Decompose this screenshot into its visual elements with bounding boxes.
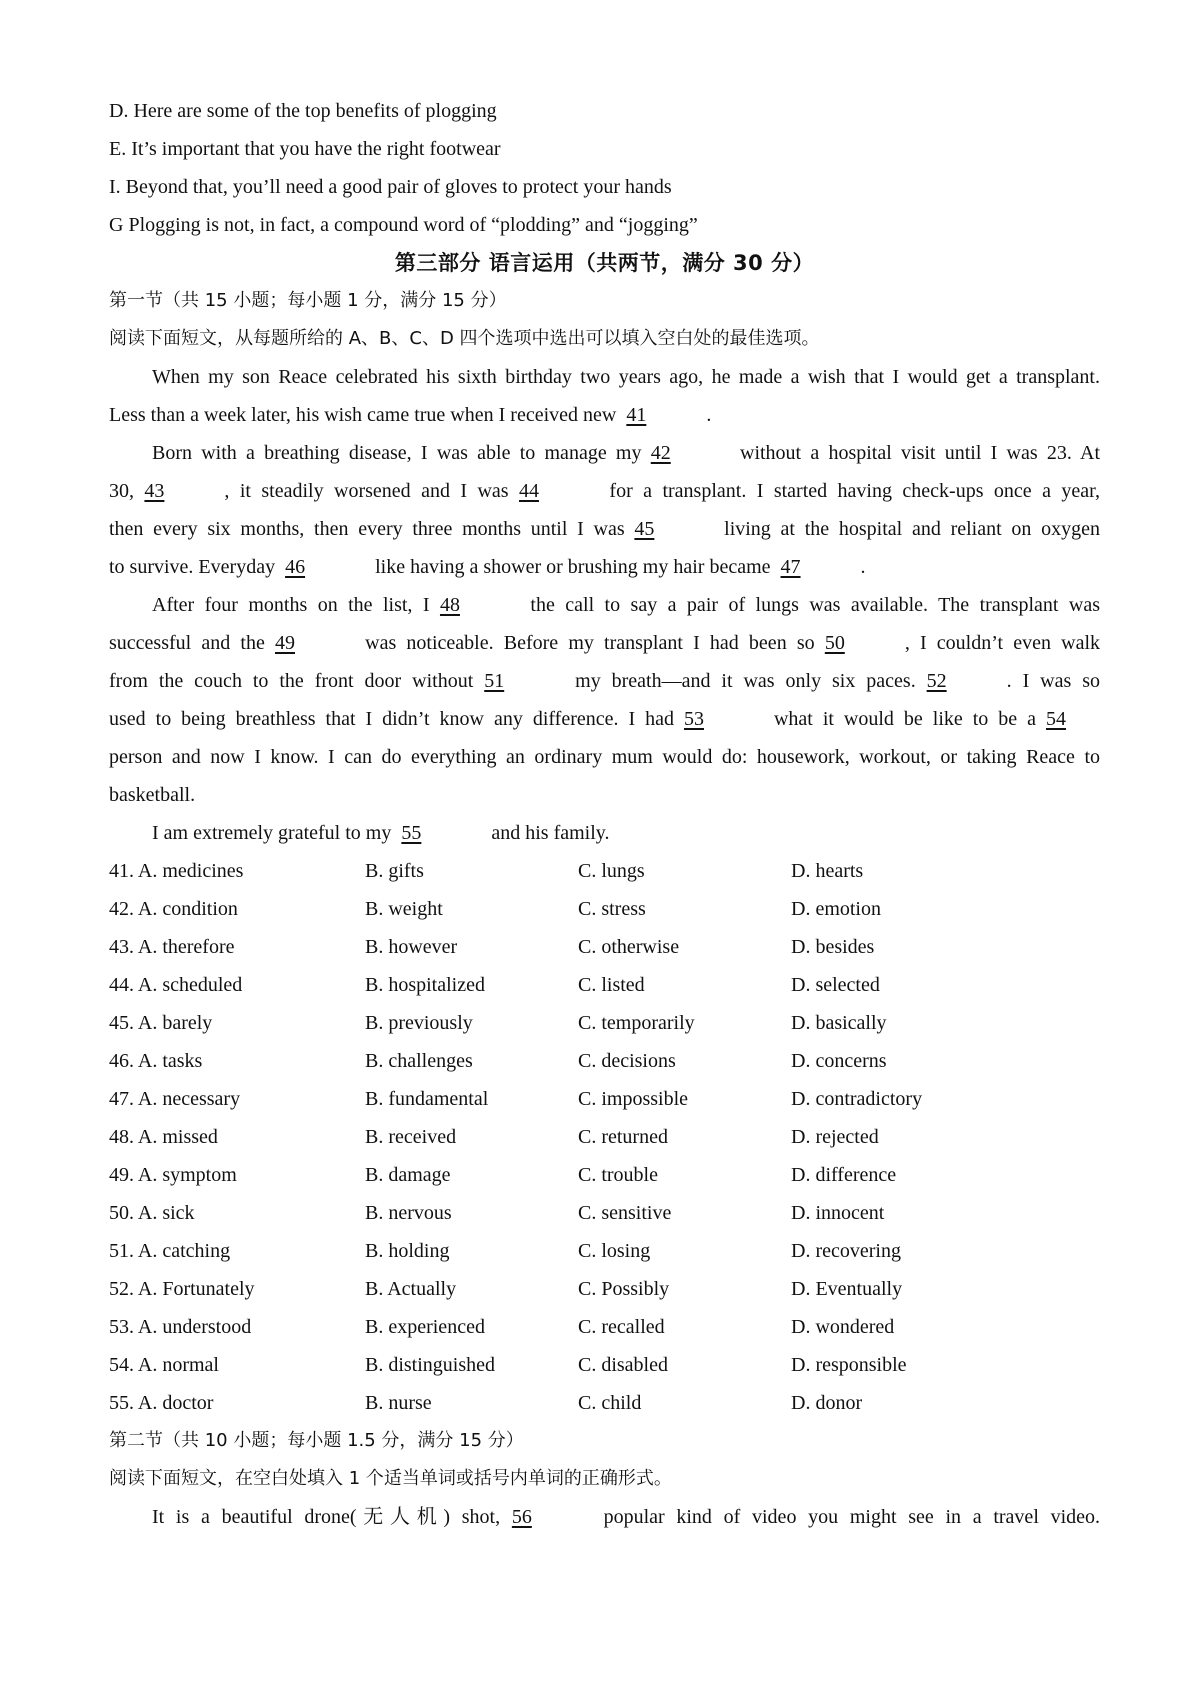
blank-47: 47 — [780, 556, 801, 578]
passage-line — [109, 814, 1100, 852]
option-b: B. nervous — [365, 1202, 452, 1224]
passage-line — [109, 700, 1100, 738]
blank-49: 49 — [275, 632, 295, 654]
option-a: 47. A. necessary — [109, 1088, 241, 1110]
passage-text: my breath—and it was only six paces. — [575, 670, 916, 692]
passage-text: successful and the — [109, 632, 265, 654]
question-options-row — [109, 1194, 1100, 1232]
passage-text: the call to say a pair of lungs was available. The transplant was — [530, 594, 1101, 616]
passage-text: what it would be like to be a — [773, 708, 1037, 730]
passage-text: , it steadily worsened and I was — [224, 480, 509, 502]
option-d: D. innocent — [791, 1202, 885, 1224]
option-d: D. Eventually — [791, 1278, 903, 1300]
question-options-row — [109, 1384, 1100, 1422]
passage-line: When my son Reace celebrated his sixth birthday two years ago, he made a wish that I would get a transplant. — [152, 366, 1100, 388]
passage-text: Born with a breathing disease, I was able to manage my — [152, 442, 642, 464]
blank-46: 46 — [285, 556, 306, 578]
passage-text: to survive. Everyday — [109, 556, 276, 578]
option-b: B. previously — [365, 1012, 473, 1034]
option-d: D. emotion — [791, 898, 881, 920]
option-e-line: E. It’s important that you have the right footwear — [109, 138, 501, 160]
option-c: C. losing — [578, 1240, 651, 1262]
option-b: B. challenges — [365, 1050, 473, 1072]
passage-text: and his family. — [491, 822, 610, 844]
option-d: D. donor — [791, 1392, 863, 1414]
question-options-row — [109, 1346, 1100, 1384]
blank-53: 53 — [684, 708, 704, 730]
part3-title: 第三部分 语言运用（共两节，满分 30 分） — [394, 251, 815, 275]
blank-44: 44 — [518, 480, 539, 502]
passage-line — [109, 548, 1100, 586]
blank-43: 43 — [144, 480, 165, 502]
answer-options-table — [109, 852, 1100, 1422]
option-c: C. disabled — [578, 1354, 668, 1376]
passage-text: was noticeable. Before my transplant I had been so — [365, 632, 815, 654]
option-b: B. received — [365, 1126, 457, 1148]
option-d: D. contradictory — [791, 1088, 923, 1110]
question-options-row — [109, 1232, 1100, 1270]
option-b: B. gifts — [365, 860, 424, 882]
option-a: 53. A. understood — [109, 1316, 252, 1338]
option-d: D. difference — [791, 1164, 897, 1186]
option-b: B. Actually — [365, 1278, 457, 1300]
option-c: C. recalled — [578, 1316, 665, 1338]
passage-text: without a hospital visit until I was 23. At — [740, 442, 1101, 464]
option-a: 44. A. scheduled — [109, 974, 243, 996]
question-options-row — [109, 1080, 1100, 1118]
passage-text: I am extremely grateful to my — [152, 822, 392, 844]
option-c: C. decisions — [578, 1050, 676, 1072]
option-a: 46. A. tasks — [109, 1050, 203, 1072]
passage-text: After four months on the list, I — [152, 594, 430, 616]
passage-text: then every six months, then every three months until I was — [109, 518, 625, 540]
option-b: B. holding — [365, 1240, 450, 1262]
option-a: 52. A. Fortunately — [109, 1278, 255, 1300]
option-c: C. listed — [578, 974, 645, 996]
option-c: C. child — [578, 1392, 642, 1414]
option-b: B. distinguished — [365, 1354, 496, 1376]
option-c: C. returned — [578, 1126, 668, 1148]
blank-51: 51 — [484, 670, 505, 692]
passage-line — [109, 1498, 1100, 1536]
option-d: D. besides — [791, 936, 875, 958]
passage-line — [109, 586, 1100, 624]
passage-line: person and now I know. I can do everything an ordinary mum would do: housework, workout, or taking Reace to — [109, 746, 1100, 768]
option-d: D. basically — [791, 1012, 887, 1034]
option-d: D. hearts — [791, 860, 864, 882]
option-d: D. recovering — [791, 1240, 901, 1262]
blank-54: 54 — [1046, 708, 1067, 730]
option-d: D. concerns — [791, 1050, 887, 1072]
top-options-list — [109, 92, 1100, 244]
section1-header: 第一节（共 15 小题；每小题 1 分，满分 15 分） — [109, 290, 507, 311]
passage-text: living at the hospital and reliant on oxygen — [724, 518, 1101, 540]
option-a: 51. A. catching — [109, 1240, 231, 1262]
question-options-row — [109, 852, 1100, 890]
option-a: 42. A. condition — [109, 898, 238, 920]
option-c: C. stress — [578, 898, 646, 920]
option-i-line: I. Beyond that, you’ll need a good pair of gloves to protect your hands — [109, 176, 672, 198]
passage-text: for a transplant. I started having check-ups once a year, — [609, 480, 1100, 502]
passage-text: 30, — [109, 480, 134, 502]
option-a: 50. A. sick — [109, 1202, 195, 1224]
question-options-row — [109, 1042, 1100, 1080]
option-d: D. responsible — [791, 1354, 907, 1376]
option-a: 55. A. doctor — [109, 1392, 214, 1414]
passage-text: . — [706, 404, 712, 426]
passage-text: like having a shower or brushing my hair became — [375, 556, 771, 578]
option-d-line: D. Here are some of the top benefits of plogging — [109, 100, 497, 122]
option-b: B. damage — [365, 1164, 451, 1186]
section2-instruction: 阅读下面短文，在空白处填入 1 个适当单词或括号内单词的正确形式。 — [109, 1468, 672, 1489]
option-c: C. trouble — [578, 1164, 658, 1186]
option-b: B. nurse — [365, 1392, 432, 1414]
option-c: C. otherwise — [578, 936, 680, 958]
passage-text: used to being breathless that I didn’t know any difference. I had — [109, 708, 675, 730]
option-d: D. rejected — [791, 1126, 879, 1148]
option-d: D. wondered — [791, 1316, 895, 1338]
passage-text: , I couldn’t even walk — [904, 632, 1101, 654]
option-c: C. sensitive — [578, 1202, 672, 1224]
passage-line — [109, 662, 1100, 700]
passage-line: basketball. — [109, 784, 196, 806]
passage-line — [109, 510, 1100, 548]
blank-50: 50 — [824, 632, 845, 654]
option-a: 45. A. barely — [109, 1012, 213, 1034]
option-g-line: G Plogging is not, in fact, a compound word of “plodding” and “jogging” — [109, 214, 698, 236]
question-options-row — [109, 1004, 1100, 1042]
option-a: 41. A. medicines — [109, 860, 244, 882]
blank-52: 52 — [926, 670, 947, 692]
option-b: B. experienced — [365, 1316, 485, 1338]
passage-text: from the couch to the front door without — [109, 670, 474, 692]
passage-line — [109, 396, 1100, 434]
passage-line — [109, 434, 1100, 472]
passage-text: popular kind of video you might see in a travel video. — [603, 1506, 1101, 1528]
option-d: D. selected — [791, 974, 880, 996]
option-c: C. temporarily — [578, 1012, 695, 1034]
option-b: B. hospitalized — [365, 974, 485, 996]
option-a: 48. A. missed — [109, 1126, 218, 1148]
option-c: C. lungs — [578, 860, 645, 882]
option-c: C. Possibly — [578, 1278, 670, 1300]
passage-text: . — [860, 556, 866, 578]
option-b: B. weight — [365, 898, 443, 920]
blank-48: 48 — [439, 594, 460, 616]
question-options-row — [109, 928, 1100, 966]
option-a: 54. A. normal — [109, 1354, 219, 1376]
option-b: B. fundamental — [365, 1088, 489, 1110]
passage-text: It is a beautiful drone(无人机) shot, — [152, 1506, 501, 1528]
passage-text: . I was so — [1006, 670, 1100, 692]
cloze-passage — [109, 358, 1100, 852]
section1-instruction: 阅读下面短文，从每题所给的 A、B、C、D 四个选项中选出可以填入空白处的最佳选项。 — [109, 328, 820, 349]
option-a: 49. A. symptom — [109, 1164, 237, 1186]
passage-line — [109, 472, 1100, 510]
blank-42: 42 — [650, 442, 671, 464]
question-options-row — [109, 966, 1100, 1004]
blank-45: 45 — [634, 518, 655, 540]
option-b: B. however — [365, 936, 458, 958]
question-options-row — [109, 1118, 1100, 1156]
blank-55: 55 — [401, 822, 422, 844]
page-content — [109, 92, 1100, 1536]
section2-header: 第二节（共 10 小题；每小题 1.5 分，满分 15 分） — [109, 1430, 524, 1451]
question-options-row — [109, 1308, 1100, 1346]
question-options-row — [109, 890, 1100, 928]
question-options-row — [109, 1270, 1100, 1308]
option-c: C. impossible — [578, 1088, 689, 1110]
blank-41: 41 — [626, 404, 647, 426]
passage-text: Less than a week later, his wish came true when I received new — [109, 404, 617, 426]
question-options-row — [109, 1156, 1100, 1194]
blank-56: 56 — [511, 1506, 532, 1528]
option-a: 43. A. therefore — [109, 936, 235, 958]
passage-line — [109, 624, 1100, 662]
